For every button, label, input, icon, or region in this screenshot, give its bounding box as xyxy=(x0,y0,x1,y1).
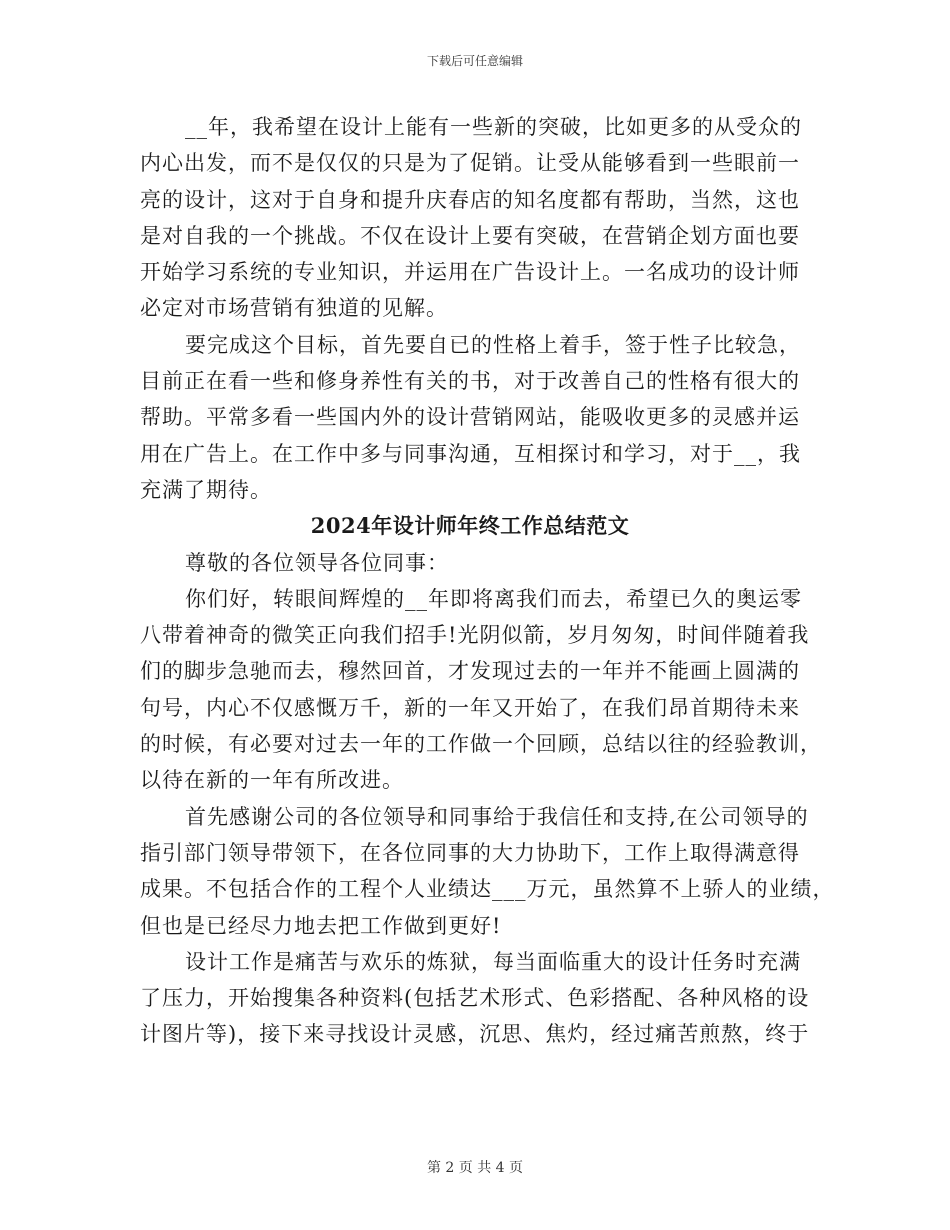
text-line: 句号，内心不仅感慨万千，新的一年又开始了，在我们昂首期待未来 xyxy=(140,695,800,720)
text-line: 设计工作是痛苦与欢乐的炼狱，每当面临重大的设计任务时充满 xyxy=(185,949,801,974)
document-body xyxy=(140,109,835,1053)
section-title: 2024年设计师年终工作总结范文 xyxy=(310,513,630,539)
text-line: 首先感谢公司的各位领导和同事给于我信任和支持,在公司领导的 xyxy=(185,804,809,829)
text-line: __年，我希望在设计上能有一些新的突破，比如更多的从受众的 xyxy=(185,115,802,139)
page-footer: 第 2 页 共 4 页 xyxy=(426,1160,524,1176)
text-line: 要完成这个目标，首先要自已的性格上着手，签于性子比较急， xyxy=(185,332,801,357)
text-line: 以待在新的一年有所改进。 xyxy=(140,768,404,793)
text-line: 了压力，开始搜集各种资料(包括艺术形式、色彩搭配、各种风格的设 xyxy=(140,986,810,1011)
text-line: 开始学习系统的专业知识，并运用在广告设计上。一名成功的设计师 xyxy=(140,260,800,285)
text-line: 必定对市场营销有独道的见解。 xyxy=(140,296,448,321)
text-line: 尊敬的各位领导各位同事： xyxy=(185,550,449,575)
text-line: 的时候，有必要对过去一年的工作做一个回顾，总结以往的经验教训， xyxy=(140,732,822,757)
text-line: 你们好，转眼间辉煌的__年即将离我们而去，希望已久的奥运零 xyxy=(185,586,802,611)
text-line: 内心出发，而不是仅仅的只是为了促销。让受从能够看到一些眼前一 xyxy=(140,151,800,176)
text-line: 但也是已经尽力地去把工作做到更好! xyxy=(140,913,502,938)
text-line: 是对自我的一个挑战。不仅在设计上要有突破，在营销企划方面也要 xyxy=(140,223,800,248)
text-line: 指引部门领导带领下，在各位同事的大力协助下，工作上取得满意得 xyxy=(140,840,800,865)
text-line: 成果。不包括合作的工程个人业绩达___万元，虽然算不上骄人的业绩， xyxy=(140,877,835,902)
text-line: 目前正在看一些和修身养性有关的书，对于改善自己的性格有很大的 xyxy=(140,369,800,394)
text-line: 亮的设计，这对于自身和提升庆春店的知名度都有帮助，当然，这也 xyxy=(140,187,800,212)
page-header: 下载后可任意编辑 xyxy=(426,54,523,68)
text-line: 八带着神奇的微笑正向我们招手!光阴似箭，岁月匆匆，时间伴随着我 xyxy=(140,623,810,648)
text-line: 充满了期待。 xyxy=(140,477,272,502)
text-line: 计图片等)，接下来寻找设计灵感，沉思、焦灼，经过痛苦煎熬，终于 xyxy=(140,1022,810,1047)
text-line: 们的脚步急驰而去，穆然回首，才发现过去的一年并不能画上圆满的 xyxy=(140,659,800,684)
text-line: 用在广告上。在工作中多与同事沟通，互相探讨和学习，对于__，我 xyxy=(140,441,801,466)
text-line: 帮助。平常多看一些国内外的设计营销网站，能吸收更多的灵感并运 xyxy=(140,405,800,430)
